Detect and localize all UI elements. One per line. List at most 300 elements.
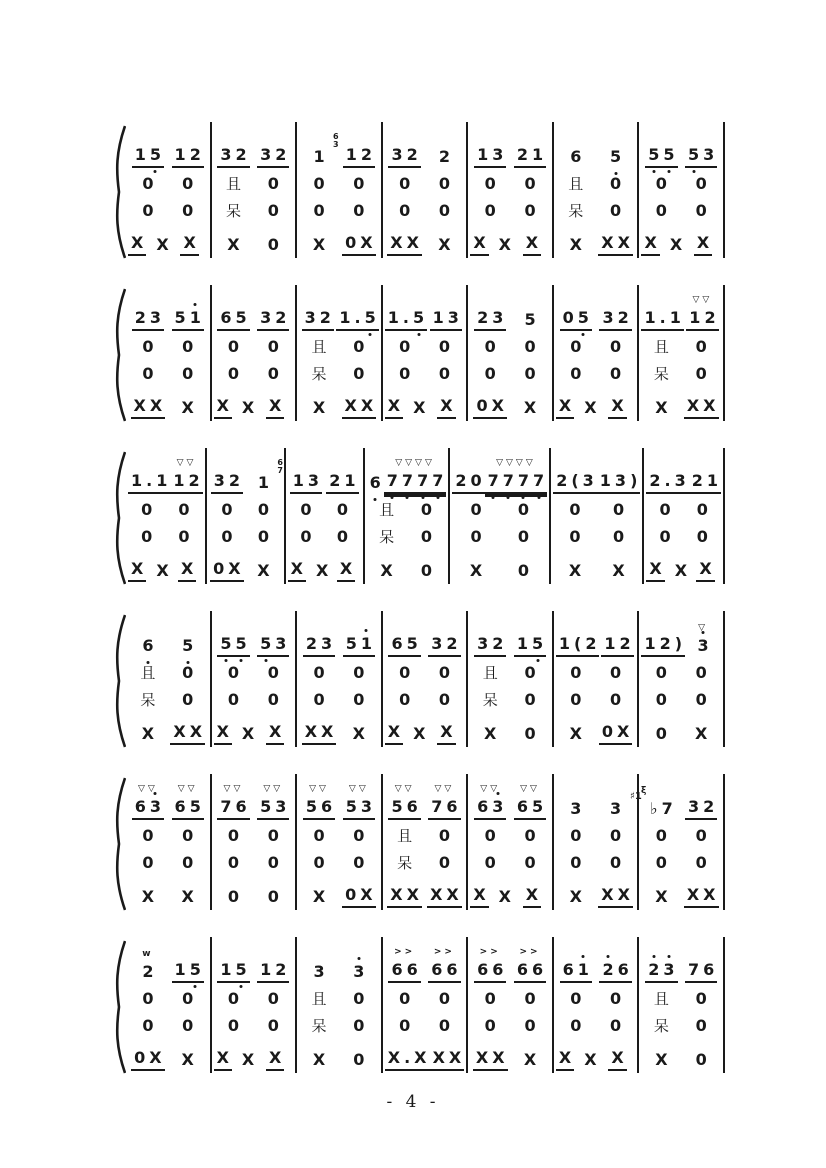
measure — [639, 122, 725, 258]
note-char: 3 — [477, 634, 489, 653]
voice3-char: 0 — [695, 364, 707, 383]
voice3-char: 0 — [399, 364, 411, 383]
voice3-row — [299, 195, 379, 222]
articulation-mark: w — [142, 949, 154, 959]
voice3 — [567, 691, 584, 711]
voice3 — [693, 691, 710, 711]
note-char: 1 — [477, 145, 489, 164]
note-char: 1 — [361, 635, 372, 653]
voice2 — [436, 990, 453, 1010]
note-char: 2 — [134, 308, 146, 327]
note-char: ) — [674, 634, 683, 653]
voice2-row — [288, 494, 361, 521]
brace-icon — [113, 287, 126, 423]
voice2 — [651, 338, 672, 358]
voice3-char: 0 — [267, 1016, 279, 1035]
note-char: 5 — [688, 146, 699, 164]
percussion-note — [608, 1049, 626, 1071]
melody-note-row — [556, 122, 636, 168]
beat-cell — [556, 309, 596, 331]
voice2-char: 0 — [438, 337, 450, 356]
voice3-row — [299, 684, 379, 711]
percussion-note — [342, 397, 377, 419]
beat-cell — [597, 472, 641, 494]
voice3 — [482, 1017, 499, 1037]
percussion-note — [170, 723, 205, 745]
voice3 — [610, 528, 627, 548]
voice3-row — [641, 358, 721, 385]
system-5 — [113, 774, 725, 910]
melody-note-row — [128, 774, 208, 820]
brace-icon — [113, 939, 126, 1075]
voice2 — [334, 501, 351, 521]
note-char: X — [216, 722, 229, 741]
melody-note — [132, 309, 164, 331]
voice3-char: 0 — [517, 527, 530, 546]
beat-cell — [681, 1017, 721, 1037]
voice3 — [297, 528, 314, 548]
beat-cell — [510, 338, 550, 358]
note-char: 3 — [313, 962, 325, 981]
melody-note — [132, 784, 164, 820]
beat-cell — [425, 175, 465, 195]
beat-cell — [128, 397, 168, 419]
note-char: X — [133, 396, 146, 415]
percussion-note — [214, 1049, 232, 1071]
percussion-note — [567, 236, 585, 256]
system-3 — [113, 448, 725, 584]
beat-cell — [596, 691, 636, 711]
melody-note — [139, 637, 156, 657]
percussion-note — [581, 1051, 599, 1071]
note-char: 1 — [134, 145, 146, 164]
beat-cell — [128, 691, 168, 711]
articulation-mark: ▽▽ — [223, 784, 244, 794]
beat-cell — [510, 947, 550, 983]
beat-cell — [209, 472, 246, 494]
melody-note — [514, 146, 546, 168]
beat-cell — [128, 309, 168, 331]
beat-cell — [214, 175, 254, 195]
melody-note-row — [299, 122, 379, 168]
beat-cell — [470, 784, 510, 820]
voice3 — [607, 854, 624, 874]
melody-note — [607, 148, 624, 168]
beat-cell — [128, 175, 168, 195]
beat-cell — [299, 202, 339, 222]
measure — [126, 774, 212, 910]
melody-note — [179, 637, 196, 657]
percussion-note — [214, 397, 232, 419]
note-char: 3 — [602, 308, 614, 327]
voice3 — [396, 202, 413, 222]
measure — [383, 937, 469, 1073]
beat-cell — [681, 202, 721, 222]
percussion-note — [652, 888, 670, 908]
voice3 — [515, 528, 532, 548]
beat-cell — [339, 338, 379, 358]
voice2-char: 0 — [353, 337, 365, 356]
voice2 — [179, 827, 196, 847]
beat-cell — [214, 338, 254, 358]
note-char: 2 — [516, 145, 528, 164]
voice2 — [175, 501, 192, 521]
voice2-row — [299, 331, 379, 358]
note-char: 5 — [365, 309, 376, 327]
beat-cell — [425, 338, 465, 358]
voice2-row — [299, 983, 379, 1010]
voice3-char: 0 — [524, 201, 536, 220]
beat-cell — [253, 888, 293, 908]
note-char: 3 — [703, 145, 715, 164]
note-char: X — [156, 561, 169, 580]
beat-cell — [681, 175, 721, 195]
voice3-char: 0 — [420, 527, 432, 546]
note-char: X — [227, 235, 240, 254]
voice2-row — [641, 657, 721, 684]
beat-cell — [425, 784, 465, 820]
voice3 — [436, 691, 453, 711]
melody-note-row — [556, 937, 636, 983]
note-char: 6 — [174, 797, 186, 816]
percussion-note — [239, 725, 257, 745]
voice3-char: 0 — [438, 1016, 450, 1035]
note-char: 2 — [649, 471, 661, 490]
note-char: 5 — [532, 797, 544, 816]
beat-cell — [128, 949, 168, 983]
note-char: X — [344, 396, 357, 415]
note-char: X — [304, 722, 318, 741]
beat-cell — [214, 664, 254, 684]
note-char: X — [611, 1048, 624, 1067]
voice2 — [653, 827, 670, 847]
beat-cell — [425, 664, 465, 684]
voice3-char: 0 — [438, 201, 450, 220]
voice3-char: 0 — [257, 527, 269, 546]
voice2-row — [556, 983, 636, 1010]
voice2-char: 0 — [569, 500, 581, 519]
beat-cell — [452, 562, 499, 582]
beat-cell — [214, 202, 254, 222]
beat-cell — [253, 827, 293, 847]
percussion-note-row — [299, 1037, 379, 1073]
note-char: 3 — [447, 308, 459, 327]
note-char: 3 — [492, 145, 504, 164]
beat-cell — [339, 175, 379, 195]
percussion-note — [496, 236, 514, 256]
voice2 — [350, 664, 367, 684]
beat-cell — [385, 365, 425, 385]
voice3 — [693, 202, 710, 222]
beat-cell — [299, 963, 339, 983]
beat-cell — [168, 990, 208, 1010]
beat-cell — [299, 399, 339, 419]
beat-cell — [470, 725, 510, 745]
voice3-char: 0 — [221, 527, 233, 546]
note-char: 7 — [431, 797, 443, 816]
note-char: 3 — [582, 471, 594, 490]
percussion-note — [521, 399, 539, 419]
percussion-note — [481, 725, 499, 745]
beat-cell — [427, 309, 464, 331]
beat-cell — [339, 784, 379, 820]
note-char: 2 — [305, 634, 318, 653]
note-char: 3 — [431, 634, 443, 653]
beat-cell — [430, 1049, 465, 1071]
beat-cell — [596, 202, 636, 222]
percussion-note-row — [556, 711, 636, 747]
note-char: 0 — [345, 885, 357, 904]
note-char: X — [269, 396, 282, 415]
note-char: X — [484, 724, 497, 743]
note-char: X — [228, 559, 241, 578]
percussion-note — [692, 725, 710, 745]
note-char: 3 — [321, 634, 333, 653]
voice2 — [567, 338, 584, 358]
melody-note — [646, 472, 688, 494]
beat-cell — [253, 236, 293, 256]
voice3 — [482, 854, 499, 874]
beat-cell — [214, 691, 254, 711]
note-char: 1 — [432, 308, 444, 327]
voice3 — [482, 365, 499, 385]
beat-cell — [385, 691, 425, 711]
voice2-char: 0 — [570, 989, 582, 1008]
note-char: 1 — [173, 471, 185, 490]
percussion-note — [523, 234, 541, 256]
note-char: 0 — [524, 724, 536, 743]
percussion-note-row — [556, 874, 636, 910]
voice2-row — [299, 168, 379, 195]
voice3-char: 0 — [524, 853, 536, 872]
voice2 — [225, 664, 242, 684]
note-char: . — [664, 471, 671, 490]
voice3-char: 0 — [438, 690, 450, 709]
melody-note — [385, 309, 427, 331]
beat-cell — [257, 397, 293, 419]
note-char: 5 — [220, 635, 231, 653]
beat-cell — [470, 309, 510, 331]
beat-cell — [385, 146, 425, 168]
voice2-row — [385, 168, 465, 195]
melody-note — [303, 635, 335, 657]
percussion-note-row — [128, 711, 208, 747]
beat-cell — [128, 784, 168, 820]
melody-note-row — [641, 285, 721, 331]
beat-cell — [556, 236, 596, 256]
beat-cell — [500, 501, 547, 521]
voice3-row — [556, 1010, 636, 1037]
measure — [383, 122, 469, 258]
beat-cell — [641, 338, 681, 358]
voice3-char: 0 — [227, 1016, 240, 1035]
melody-note — [599, 309, 631, 331]
melody-note-row — [128, 937, 208, 983]
beat-cell — [425, 1017, 465, 1037]
octave-dot-low — [507, 496, 510, 499]
voice3-row — [299, 1010, 379, 1037]
beat-cell — [641, 961, 681, 983]
measure — [554, 122, 640, 258]
note-char: 1 — [689, 308, 701, 327]
voice2 — [396, 664, 413, 684]
beat-cell — [510, 146, 550, 168]
note-char: 6 — [142, 637, 153, 655]
percussion-note — [521, 725, 538, 745]
voice2 — [482, 338, 499, 358]
voice2-char: 0 — [182, 989, 194, 1008]
voice2-char: 0 — [659, 500, 671, 519]
percussion-note-row — [299, 385, 379, 421]
percussion-note-row — [641, 222, 721, 258]
note-char: 2 — [142, 962, 154, 981]
beat-cell — [641, 175, 681, 195]
beat-cell — [253, 784, 293, 820]
percussion-note — [310, 1051, 328, 1071]
beat-cell — [214, 888, 254, 908]
beat-cell — [684, 501, 721, 521]
voice2 — [137, 664, 158, 684]
note-char: 6 — [562, 960, 574, 979]
beat-cell — [385, 1049, 430, 1071]
beat-cell — [299, 1051, 339, 1071]
measures — [126, 774, 725, 910]
beat-cell — [214, 990, 254, 1010]
note-char: X — [491, 396, 504, 415]
percussion-note — [153, 562, 171, 582]
voice3-row — [470, 195, 550, 222]
melody-note — [641, 309, 683, 331]
beat-cell — [299, 854, 339, 874]
voice2-char: 0 — [695, 826, 707, 845]
beat-cell — [685, 234, 721, 256]
beat-cell — [452, 528, 499, 548]
note-char: 7 — [417, 472, 428, 490]
note-char: . — [146, 471, 153, 490]
articulation-mark: ▽▽ — [434, 784, 455, 794]
melody-note-row — [385, 611, 465, 657]
octave-dot-low — [406, 496, 409, 499]
beat-cell — [168, 691, 208, 711]
beat-cell — [425, 202, 465, 222]
note-char: 2 — [319, 308, 331, 327]
note-char: X — [173, 722, 186, 741]
voice2-char: 0 — [470, 500, 482, 519]
beat-cell — [385, 202, 425, 222]
note-char: 3 — [307, 471, 320, 490]
measure — [207, 448, 286, 584]
note-char: X — [352, 724, 366, 743]
beat-cell — [641, 202, 681, 222]
voice2 — [265, 175, 282, 195]
beat-cell — [168, 854, 208, 874]
voice3-char: 0 — [142, 1016, 154, 1035]
measure — [554, 937, 640, 1073]
note-char: X — [440, 396, 453, 415]
melody-note-row — [646, 448, 721, 494]
beat-cell — [339, 963, 379, 983]
percussion-note — [641, 234, 659, 256]
octave-dot-low — [667, 170, 670, 173]
beat-cell — [684, 295, 721, 331]
voice3-char: 呆 — [311, 365, 327, 383]
articulation-mark: ▽▽ — [520, 784, 540, 794]
melody-note — [170, 458, 202, 494]
voice2-char: 0 — [313, 826, 325, 845]
system-1 — [113, 122, 725, 258]
beat-cell — [128, 146, 168, 168]
voice3 — [376, 528, 397, 548]
grace-note: 3 — [333, 140, 339, 149]
beat-cell — [510, 691, 550, 711]
voice3 — [179, 1017, 196, 1037]
note-char: X — [241, 724, 255, 743]
beat-cell — [597, 562, 641, 582]
octave-dot-high — [607, 955, 610, 958]
percussion-note — [239, 399, 257, 419]
voice3-row — [556, 195, 636, 222]
beat-cell — [470, 234, 514, 256]
voice3-row — [209, 521, 282, 548]
voice3 — [350, 365, 367, 385]
measure — [450, 448, 551, 584]
voice3-char: 0 — [399, 690, 411, 709]
beat-cell — [168, 827, 208, 847]
note-char: X — [473, 233, 486, 252]
measure — [297, 937, 383, 1073]
percussion-note-row — [214, 711, 294, 747]
voice2 — [693, 175, 710, 195]
voice3-row — [128, 521, 203, 548]
melody-note-row — [553, 448, 640, 494]
percussion-note-row — [214, 385, 294, 421]
note-char: X — [390, 233, 403, 252]
percussion-note — [385, 723, 403, 745]
note-char: . — [659, 308, 666, 327]
voice2-row — [128, 494, 203, 521]
voice3-row — [288, 521, 361, 548]
note-char: X — [611, 396, 624, 415]
percussion-note — [342, 886, 375, 908]
note-char: 3 — [275, 634, 287, 653]
beat-cell — [253, 961, 293, 983]
beat-cell — [596, 148, 636, 168]
note-char: X — [290, 559, 303, 578]
beat-cell — [596, 723, 636, 745]
voice3 — [139, 854, 156, 874]
voice2 — [482, 827, 499, 847]
beat-cell — [299, 338, 339, 358]
voice2-char: 0 — [524, 989, 536, 1008]
percussion-note — [496, 888, 514, 908]
voice3 — [225, 854, 242, 874]
beat-cell — [253, 202, 293, 222]
voice2 — [521, 338, 538, 358]
note-char: 5 — [190, 961, 201, 979]
voice2-char: 0 — [142, 337, 154, 356]
percussion-note — [473, 1049, 508, 1071]
beat-cell — [128, 365, 168, 385]
voice3 — [223, 202, 244, 222]
note-char: 1 — [339, 308, 351, 327]
voice3 — [396, 691, 413, 711]
melody-note-row — [470, 774, 550, 820]
voice3 — [225, 365, 242, 385]
voice2-char: 0 — [399, 663, 411, 682]
beat-cell — [556, 635, 600, 657]
voice2 — [179, 338, 196, 358]
beat-cell — [168, 664, 208, 684]
